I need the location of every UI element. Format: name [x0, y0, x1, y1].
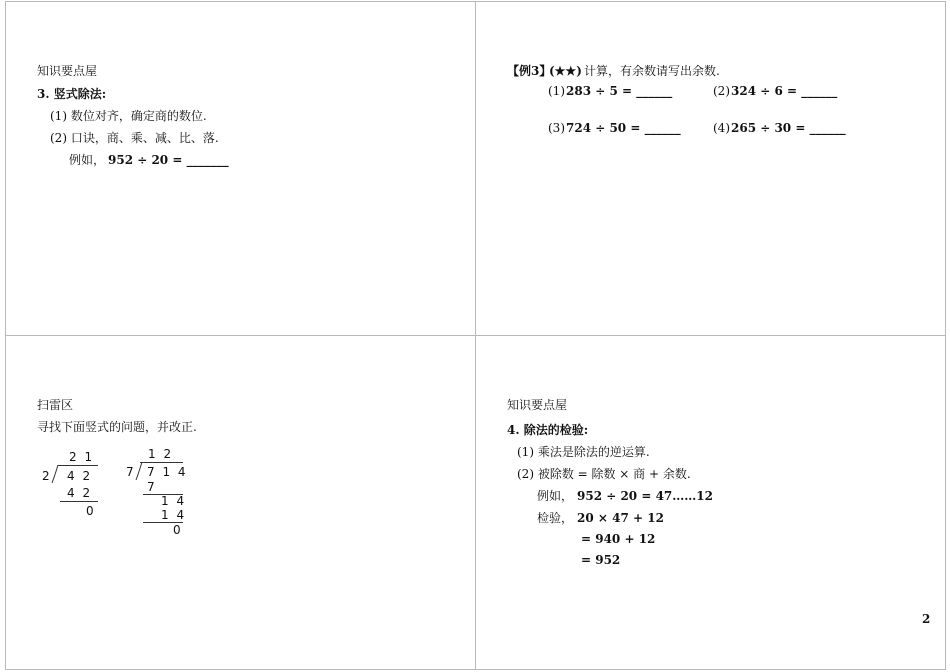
list-item: (1) 乘法是除法的逆运算.	[517, 445, 650, 459]
division1-remainder: 0	[86, 504, 96, 518]
check-label: 检验，	[537, 511, 574, 525]
question-expression: 724 ÷ 50 = ______	[566, 121, 681, 135]
example-expression: 952 ÷ 20 = 47……12	[577, 489, 713, 503]
question-label: (4)	[713, 121, 730, 135]
question-label: (1)	[548, 84, 565, 98]
division1-quotient-line	[58, 465, 98, 466]
division2-divisor: 7	[126, 465, 136, 479]
page-number: 2	[922, 612, 931, 626]
division2-bracket	[136, 462, 146, 482]
question-label: (3)	[548, 121, 565, 135]
division1-quotient: 2 1	[69, 450, 95, 464]
division2-subtract2: 1 4	[161, 508, 187, 522]
check-line: = 940 + 12	[581, 532, 656, 546]
slide-bottom-left	[5, 335, 476, 670]
section-title: 4. 除法的检验:	[507, 423, 589, 437]
heading: 知识要点屋	[37, 64, 98, 78]
division2-subtract1: 7	[147, 480, 157, 494]
division1-subtract: 4 2	[67, 486, 93, 500]
instruction: 寻找下面竖式的问题，并改正.	[37, 420, 197, 434]
example-label: 例如，	[69, 153, 106, 167]
slide-top-right	[475, 1, 946, 336]
division2-dividend: 7 1 4	[147, 465, 188, 479]
list-item: (2) 口诀，商、乘、减、比、落.	[50, 131, 219, 145]
difficulty-stars: (★★)	[549, 64, 582, 78]
division2-remainder: 0	[173, 523, 183, 537]
division2-quotient: 1 2	[148, 447, 174, 461]
question-label: (2)	[713, 84, 730, 98]
list-item: (1) 数位对齐，确定商的数位.	[50, 109, 207, 123]
division1-dividend: 4 2	[67, 469, 93, 483]
example-label: 例如，	[537, 489, 574, 503]
slide-top-left	[5, 1, 476, 336]
heading: 扫雷区	[37, 398, 74, 412]
example-expression: 952 ÷ 20 = _______	[108, 153, 229, 167]
section-title: 3. 竖式除法:	[37, 87, 107, 101]
heading: 知识要点屋	[507, 398, 568, 412]
division1-divisor: 2	[42, 469, 52, 483]
example-title: 计算，有余数请写出余数.	[584, 64, 720, 78]
check-line: 20 × 47 + 12	[577, 511, 664, 525]
division2-quotient-line	[140, 462, 183, 463]
check-line: = 952	[581, 553, 621, 567]
division2-bring-down: 1 4	[161, 494, 187, 508]
question-expression: 324 ÷ 6 = ______	[731, 84, 838, 98]
question-expression: 283 ÷ 5 = ______	[566, 84, 673, 98]
division1-bracket	[52, 465, 62, 485]
example-title-prefix: 【例3】	[507, 64, 552, 78]
question-expression: 265 ÷ 30 = ______	[731, 121, 846, 135]
list-item: (2) 被除数 = 除数 × 商 + 余数.	[517, 467, 691, 481]
division1-subtract-line	[60, 501, 98, 502]
